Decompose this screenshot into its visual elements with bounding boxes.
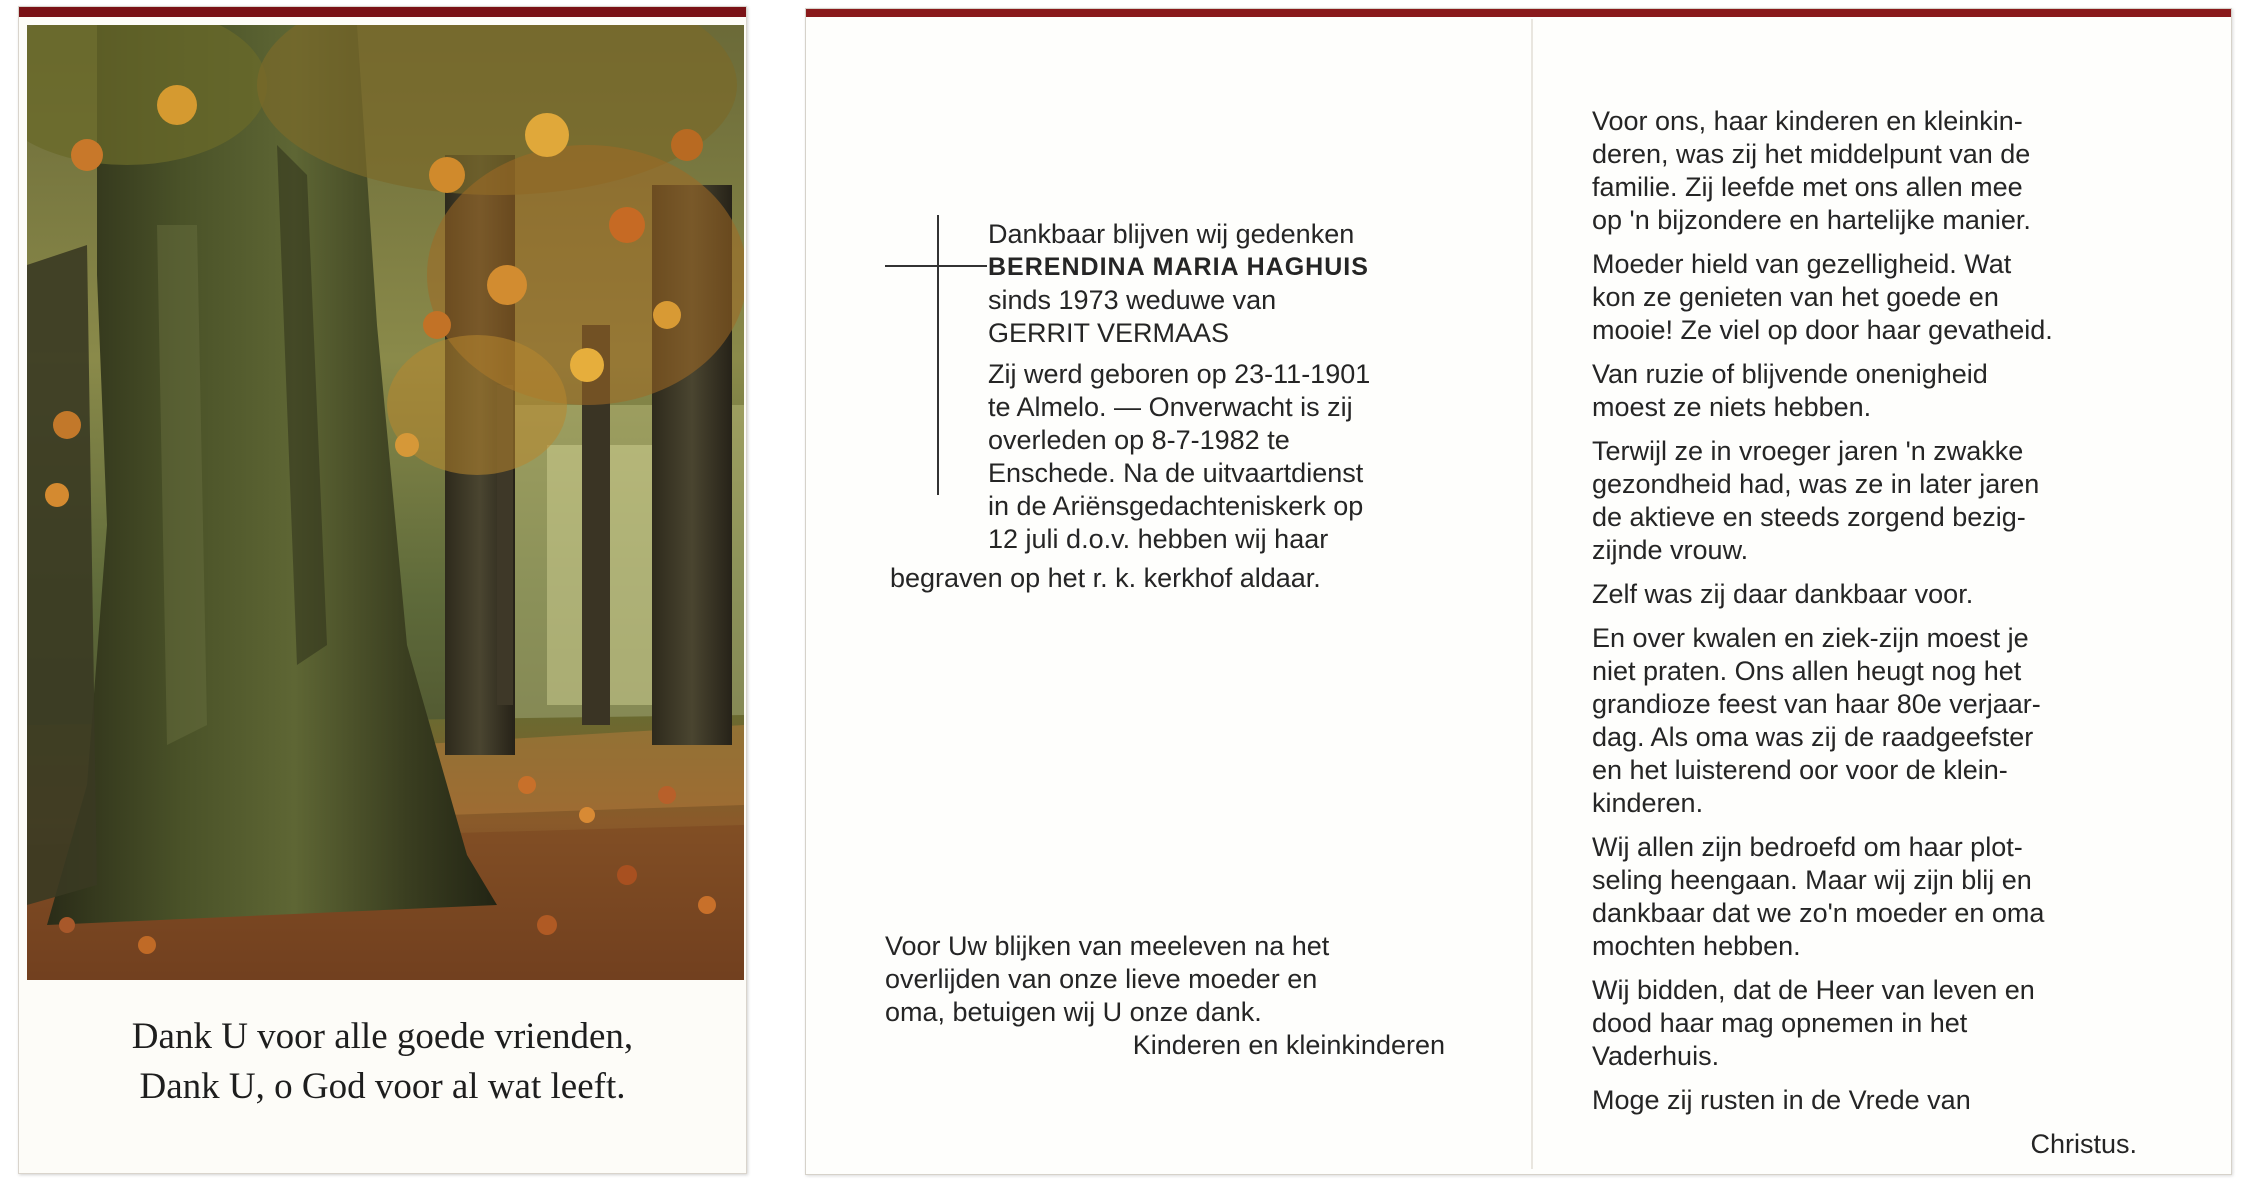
verse-text bbox=[19, 1012, 746, 1112]
tribute-line: moest ze niets hebben. bbox=[1592, 392, 1872, 422]
tribute-line: op 'n bijzondere en hartelijke manier. bbox=[1592, 205, 2031, 235]
tribute-line: gezondheid had, was ze in later jaren bbox=[1592, 469, 2040, 499]
tribute-line: de aktieve en steeds zorgend bezig- bbox=[1592, 502, 2026, 532]
tribute-paragraph bbox=[1592, 358, 2152, 424]
card-edge bbox=[806, 9, 2231, 17]
tribute-paragraph bbox=[1592, 974, 2152, 1073]
thanks-line: overlijden van onze lieve moeder en bbox=[885, 964, 1318, 994]
thanks-line: Voor Uw blijken van meeleven na het bbox=[885, 931, 1330, 961]
widow-line: sinds 1973 weduwe van bbox=[988, 285, 1277, 315]
tribute-line: dood haar mag opnemen in het bbox=[1592, 1008, 1968, 1038]
verse-line: Dank U, o God voor al wat leeft. bbox=[139, 1066, 626, 1107]
tribute-closing: Christus. bbox=[2030, 1129, 2137, 1159]
tribute-paragraph bbox=[1592, 248, 2152, 347]
tribute-line: familie. Zij leefde met ons allen mee bbox=[1592, 172, 2023, 202]
tribute-line: dag. Als oma was zij de raadgeefster bbox=[1592, 722, 2034, 752]
tribute-line: Moge zij rusten in de Vrede van bbox=[1592, 1085, 1971, 1115]
tribute-line: Vaderhuis. bbox=[1592, 1041, 1720, 1071]
tribute-line: En over kwalen en ziek-zijn moest je bbox=[1592, 623, 2029, 653]
thanks-signature: Kinderen en kleinkinderen bbox=[1132, 1030, 1445, 1060]
tribute-line: dankbaar dat we zo'n moeder en oma bbox=[1592, 898, 2045, 928]
tribute-paragraph bbox=[1592, 578, 2152, 611]
tribute-paragraph bbox=[1592, 435, 2152, 567]
obituary-block bbox=[988, 218, 1370, 556]
tribute-line: grandioze feest van haar 80e verjaar- bbox=[1592, 689, 2041, 719]
spouse-name: GERRIT VERMAAS bbox=[988, 318, 1230, 348]
cross-icon-bar bbox=[885, 265, 987, 267]
obituary-line: overleden op 8-7-1982 te bbox=[988, 425, 1290, 455]
memorial-card-front bbox=[18, 6, 747, 1174]
thanks-block bbox=[885, 930, 1445, 1062]
tribute-line: Wij bidden, dat de Heer van leven en bbox=[1592, 975, 2035, 1005]
obituary-line: Zij werd geboren op 23-11-1901 bbox=[988, 359, 1371, 389]
card-fold bbox=[1531, 19, 1533, 1169]
tribute-line: en het luisterend oor voor de klein- bbox=[1592, 755, 2008, 785]
tribute-line: Zelf was zij daar dankbaar voor. bbox=[1592, 579, 1974, 609]
tribute-paragraph bbox=[1592, 1084, 2152, 1117]
thanks-line: oma, betuigen wij U onze dank. bbox=[885, 997, 1262, 1027]
tribute-text bbox=[1592, 105, 2152, 1161]
tribute-paragraph bbox=[1592, 831, 2152, 963]
tribute-line: Voor ons, haar kinderen en kleinkin- bbox=[1592, 106, 2023, 136]
tribute-line: kinderen. bbox=[1592, 788, 1704, 818]
tribute-line: Terwijl ze in vroeger jaren 'n zwakke bbox=[1592, 436, 2024, 466]
card-edge bbox=[19, 7, 746, 17]
obituary-line: in de Ariënsgedachteniskerk op bbox=[988, 491, 1364, 521]
obituary-line: Enschede. Na de uitvaartdienst bbox=[988, 458, 1364, 488]
tribute-line: kon ze genieten van het goede en bbox=[1592, 282, 1999, 312]
tribute-line: seling heengaan. Maar wij zijn blij en bbox=[1592, 865, 2032, 895]
tribute-line: mochten hebben. bbox=[1592, 931, 1801, 961]
verse-line: Dank U voor alle goede vrienden, bbox=[131, 1016, 634, 1057]
obituary-line: 12 juli d.o.v. hebben wij haar bbox=[988, 524, 1329, 554]
autumn-forest-photo bbox=[27, 25, 744, 980]
obituary-line: te Almelo. — Onverwacht is zij bbox=[988, 392, 1353, 422]
tribute-line: niet praten. Ons allen heugt nog het bbox=[1592, 656, 2022, 686]
tribute-line: Wij allen zijn bedroefd om haar plot- bbox=[1592, 832, 2023, 862]
tribute-line: Moeder hield van gezelligheid. Wat bbox=[1592, 249, 2012, 279]
tribute-paragraph bbox=[1592, 622, 2152, 820]
tribute-line: zijnde vrouw. bbox=[1592, 535, 1749, 565]
tribute-line: mooie! Ze viel op door haar gevatheid. bbox=[1592, 315, 2053, 345]
tribute-paragraph bbox=[1592, 105, 2152, 237]
deceased-name: BERENDINA MARIA HAGHUIS bbox=[988, 253, 1369, 281]
burial-line: begraven op het r. k. kerkhof aldaar. bbox=[890, 563, 1321, 593]
tribute-line: deren, was zij het middelpunt van de bbox=[1592, 139, 2031, 169]
tribute-line: Van ruzie of blijvende onenigheid bbox=[1592, 359, 1988, 389]
obituary-intro: Dankbaar blijven wij gedenken bbox=[988, 219, 1355, 249]
cross-icon bbox=[937, 215, 939, 495]
